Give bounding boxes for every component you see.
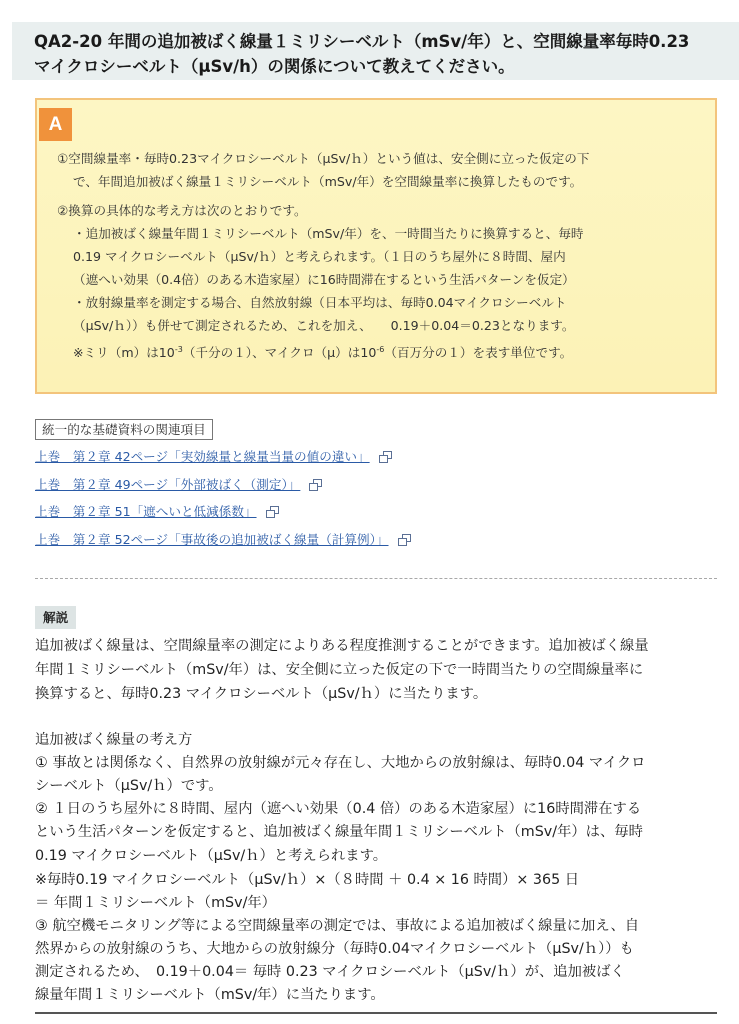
question-title-line-1: QA2-20 年間の追加被ばく線量１ミリシーベルト（mSv/年）と、空間線量率毎時0.23 — [34, 32, 690, 51]
explanation-badge: 解説 — [35, 606, 76, 629]
answer-line: 0.19 マイクロシーベルト（μSv/ｈ）と考えられます。（１日のうち屋外に８時間、屋内 — [73, 249, 566, 264]
answer-line: （μSv/ｈ））も併せて測定されるため、これを加え、 0.19＋0.04＝0.23となります。 — [73, 318, 575, 333]
related-items-label: 統一的な基礎資料の関連項目 — [35, 419, 213, 440]
answer-box — [35, 98, 717, 394]
answer-line: で、年間追加被ばく線量１ミリシーベルト（mSv/年）を空間線量率に換算したものです。 — [73, 174, 583, 189]
explanation-line: ① 事故とは関係なく、自然界の放射線が元々存在し、大地からの放射線は、毎時0.04 マイクロ — [35, 755, 646, 771]
answer-line: ②換算の具体的な考え方は次のとおりです。 — [57, 203, 307, 218]
explanation-line: という生活パターンを仮定すると、追加被ばく線量年間１ミリシーベルト（mSv/年）は、毎時 — [35, 824, 643, 840]
question-title-line-2: マイクロシーベルト（μSv/h）の関係について教えてください。 — [34, 57, 515, 76]
related-link-row — [35, 448, 392, 466]
answer-line: ①空間線量率・毎時0.23マイクロシーベルト（μSv/ｈ）という値は、安全側に立った仮定の下 — [57, 151, 590, 166]
external-link-icon[interactable] — [379, 451, 392, 463]
answer-line: （遮へい効果（0.4倍）のある木造家屋）に16時間滞在するという生活パターンを仮定） — [73, 272, 575, 287]
related-link-row — [35, 531, 411, 549]
related-link[interactable]: 上巻 第２章 52ページ「事故後の追加被ばく線量（計算例）」 — [35, 532, 389, 547]
explanation-line: ＝ 年間１ミリシーベルト（mSv/年） — [35, 895, 276, 911]
explanation-line: 然界からの放射線のうち、大地からの放射線分（毎時0.04マイクロシーベルト（μSv/ｈ））も — [35, 941, 634, 957]
bottom-rule — [35, 1012, 717, 1014]
explanation-line: 換算すると、毎時0.23 マイクロシーベルト（μSv/ｈ）に当たります。 — [35, 686, 488, 702]
answer-line: ・放射線量率を測定する場合、自然放射線（日本平均は、毎時0.04マイクロシーベルト — [73, 295, 567, 310]
answer-line: ・追加被ばく線量年間１ミリシーベルト（mSv/年）を、一時間当たりに換算すると、毎時 — [73, 226, 584, 241]
related-link[interactable]: 上巻 第２章 51「遮へいと低減係数」 — [35, 504, 257, 519]
explanation-line: ③ 航空機モニタリング等による空間線量率の測定では、事故による追加被ばく線量に加え、自 — [35, 918, 640, 934]
explanation-line: ② １日のうち屋外に８時間、屋内（遮へい効果（0.4 倍）のある木造家屋）に16時間滞在する — [35, 801, 642, 817]
explanation-line: 0.19 マイクロシーベルト（μSv/ｈ）と考えられます。 — [35, 848, 388, 864]
related-link-row — [35, 503, 279, 521]
related-link[interactable]: 上巻 第２章 49ページ「外部被ばく（測定）」 — [35, 477, 301, 492]
explanation-line: 測定されるため、 0.19＋0.04＝ 毎時 0.23 マイクロシーベルト（μSv/ｈ）が、追加被ばく — [35, 964, 625, 980]
explanation-subheading: 追加被ばく線量の考え方 — [35, 732, 193, 748]
section-divider — [35, 578, 717, 579]
external-link-icon[interactable] — [309, 479, 322, 491]
answer-badge: A — [39, 108, 72, 141]
external-link-icon[interactable] — [398, 534, 411, 546]
external-link-icon[interactable] — [266, 506, 279, 518]
explanation-line: 年間１ミリシーベルト（mSv/年）は、安全側に立った仮定の下で一時間当たりの空間線量率に — [35, 662, 644, 678]
explanation-line: 線量年間１ミリシーベルト（mSv/年）に当たります。 — [35, 987, 385, 1003]
explanation-line: 追加被ばく線量は、空間線量率の測定によりある程度推測することができます。追加被ばく線量 — [35, 638, 649, 654]
unit-note: ※ミリ（m）は$10^{-3}$（千分の１）、マイクロ（μ）は$10^{-6}$（百万分の１）を表す単位です。 — [73, 345, 573, 360]
explanation-line: ※毎時0.19 マイクロシーベルト（μSv/ｈ）×（８時間 ＋ 0.4 × 16 時間）× 365 日 — [35, 872, 580, 888]
related-link[interactable]: 上巻 第２章 42ページ「実効線量と線量当量の値の違い」 — [35, 449, 370, 464]
related-link-row — [35, 476, 322, 494]
question-header — [12, 22, 739, 80]
explanation-line: シーベルト（μSv/ｈ）です。 — [35, 778, 223, 794]
